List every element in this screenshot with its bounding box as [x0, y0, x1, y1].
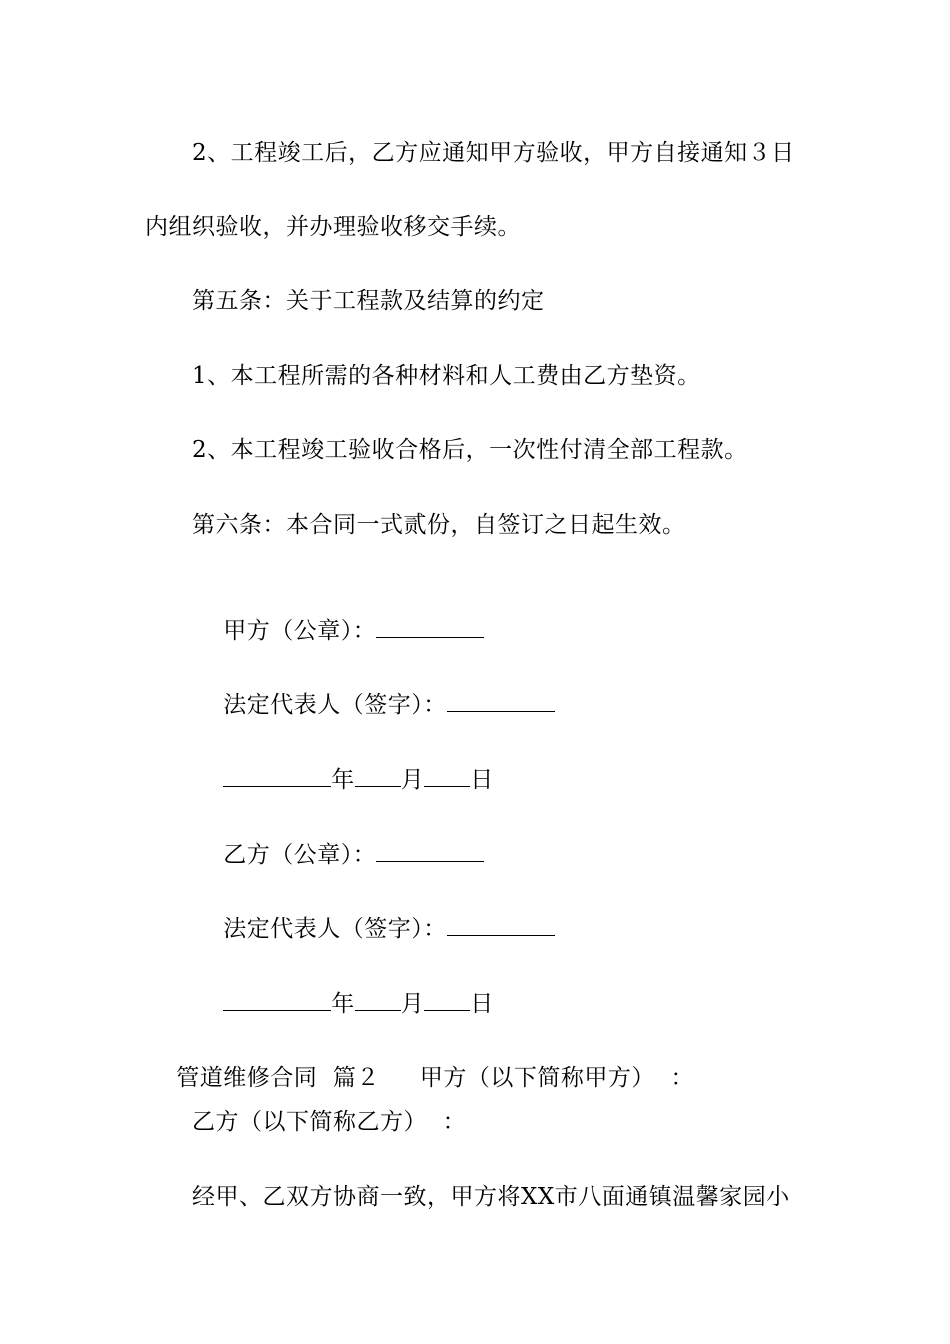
- party-b-year-blank: [223, 988, 331, 1011]
- party-a-year-label: 年: [331, 767, 355, 793]
- contract-2-party-b: 乙方（以下简称乙方） ：: [192, 1109, 467, 1135]
- party-a-representative-label: 法定代表人（签字）：: [223, 692, 447, 718]
- party-b-month-label: 月: [400, 991, 425, 1017]
- party-a-month-label: 月: [400, 767, 425, 793]
- party-b-representative-label: 法定代表人（签字）：: [223, 916, 447, 942]
- paragraph-completion-line2: 内组织验收，并办理验收移交手续。: [145, 214, 521, 240]
- party-a-day-label: 日: [470, 767, 494, 793]
- party-a-month-blank: [355, 764, 401, 787]
- article-5-item-2: 2、本工程竣工验收合格后，一次性付清全部工程款。: [192, 437, 748, 463]
- contract-2-title: 管道维修合同 篇２: [176, 1065, 380, 1091]
- party-a-day-blank: [424, 764, 470, 787]
- article-6-heading: 第六条：本合同一式贰份，自签订之日起生效。: [192, 512, 686, 538]
- party-b-month-blank: [355, 988, 401, 1011]
- article-5-heading: 第五条：关于工程款及结算的约定: [192, 288, 545, 314]
- party-b-year-label: 年: [331, 991, 355, 1017]
- party-b-day-label: 日: [470, 991, 494, 1017]
- party-b-seal-label: 乙方（公章）：: [223, 842, 377, 868]
- party-a-year-blank: [223, 764, 331, 787]
- party-b-day-blank: [424, 988, 470, 1011]
- contract-2-party-a: 甲方（以下简称甲方） ：: [419, 1065, 694, 1091]
- paragraph-completion-line1: 2、工程竣工后，乙方应通知甲方验收，甲方自接通知３日: [192, 140, 795, 166]
- party-b-representative-blank: [447, 913, 555, 936]
- party-a-seal-blank: [376, 615, 484, 638]
- party-a-representative-blank: [447, 689, 555, 712]
- article-5-item-1: 1、本工程所需的各种材料和人工费由乙方垫资。: [192, 363, 701, 389]
- party-a-seal-label: 甲方（公章）：: [223, 618, 377, 644]
- party-b-seal-blank: [376, 839, 484, 862]
- contract-2-intro: 经甲、乙双方协商一致，甲方将XX市八面通镇温馨家园小: [192, 1184, 790, 1210]
